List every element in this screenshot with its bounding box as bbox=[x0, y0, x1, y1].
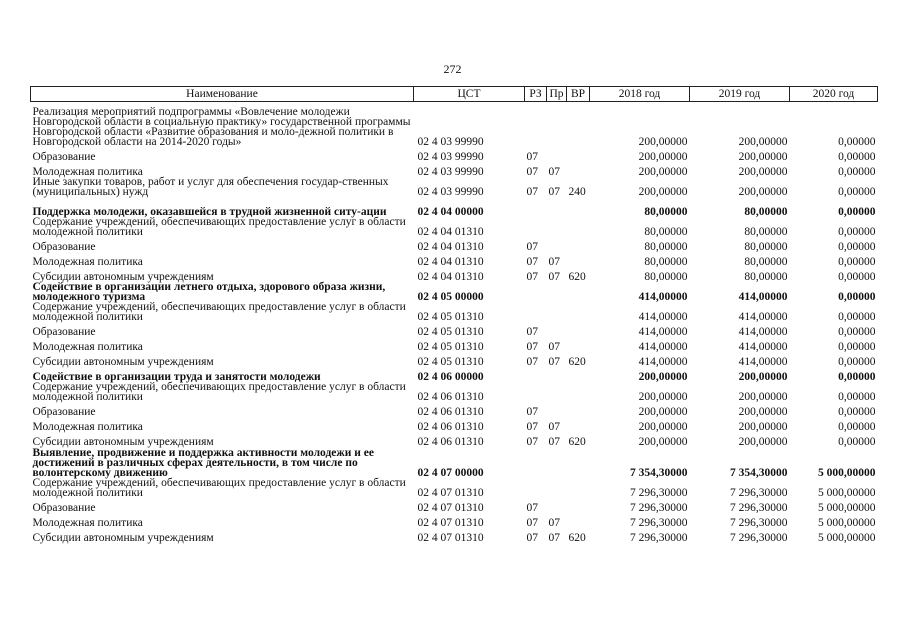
cell-y2019: 200,00000 bbox=[738, 371, 788, 383]
cell-y2018: 7 296,30000 bbox=[630, 517, 688, 529]
cell-y2019: 200,00000 bbox=[738, 436, 788, 448]
cell-cst: 02 4 04 01310 bbox=[417, 241, 484, 253]
cell-rz bbox=[525, 217, 547, 237]
cell-y2020: 0,00000 bbox=[838, 326, 876, 338]
cell-name: Молодежная политика bbox=[32, 166, 143, 178]
cell-rz: 07 bbox=[526, 436, 538, 448]
cell-cst: 02 4 05 01310 bbox=[417, 311, 484, 323]
cell-vr: 620 bbox=[568, 436, 586, 448]
cell-vr bbox=[567, 197, 590, 217]
cell-rz bbox=[525, 447, 547, 478]
cell-vr bbox=[567, 302, 590, 322]
table-row bbox=[31, 367, 878, 382]
cell-cst: 02 4 04 01310 bbox=[417, 256, 484, 268]
cell-pr bbox=[547, 237, 567, 252]
cell-y2018: 200,00000 bbox=[638, 436, 688, 448]
cell-vr: 620 bbox=[568, 356, 586, 368]
table-row bbox=[31, 432, 878, 447]
cell-cst: 02 4 03 99990 bbox=[417, 166, 484, 178]
cell-rz: 07 bbox=[526, 356, 538, 368]
cell-vr bbox=[567, 367, 590, 382]
cell-y2019: 200,00000 bbox=[738, 186, 788, 198]
cell-name: Молодежная политика bbox=[32, 517, 143, 529]
cell-cst: 02 4 07 01310 bbox=[417, 487, 484, 499]
cell-rz: 07 bbox=[526, 241, 538, 253]
cell-rz bbox=[525, 478, 547, 498]
cell-y2020: 5 000,00000 bbox=[818, 487, 876, 499]
cell-rz bbox=[525, 302, 547, 322]
table-row bbox=[31, 177, 878, 197]
budget-table bbox=[30, 86, 878, 543]
cell-name: Реализация мероприятий подпрограммы «Вовлечение молодежи Новгородской области в социальную практику» государственной программы Новгородской области «Развитие образования и моло-дежной политики в Новгородской области на 2014-2020 годы» bbox=[32, 106, 411, 148]
table-row bbox=[31, 162, 878, 177]
table-body bbox=[31, 102, 878, 544]
cell-y2019: 80,00000 bbox=[744, 271, 788, 283]
cell-y2019: 200,00000 bbox=[738, 136, 788, 148]
cell-name: Содержание учреждений, обеспечивающих предоставление услуг в области молодежной политики bbox=[32, 477, 406, 499]
cell-y2018: 414,00000 bbox=[638, 356, 688, 368]
cell-y2018: 414,00000 bbox=[638, 326, 688, 338]
cell-y2020: 0,00000 bbox=[838, 186, 876, 198]
cell-rz: 07 bbox=[526, 151, 538, 163]
table-row bbox=[31, 237, 878, 252]
table-row bbox=[31, 197, 878, 217]
cell-y2019: 80,00000 bbox=[744, 226, 788, 238]
cell-pr: 07 bbox=[548, 356, 560, 368]
cell-name: Образование bbox=[32, 406, 96, 418]
cell-y2019: 200,00000 bbox=[738, 151, 788, 163]
table-row bbox=[31, 282, 878, 302]
cell-y2020: 0,00000 bbox=[838, 226, 876, 238]
table-row bbox=[31, 513, 878, 528]
table-row bbox=[31, 352, 878, 367]
cell-vr: 620 bbox=[568, 271, 586, 283]
cell-y2019: 80,00000 bbox=[744, 256, 788, 268]
cell-y2020: 0,00000 bbox=[838, 271, 876, 283]
cell-cst: 02 4 07 01310 bbox=[417, 502, 484, 514]
cell-vr bbox=[567, 337, 590, 352]
table-row bbox=[31, 217, 878, 237]
cell-name: Образование bbox=[32, 326, 96, 338]
cell-rz: 07 bbox=[526, 326, 538, 338]
cell-cst: 02 4 07 01310 bbox=[417, 532, 484, 544]
cell-y2018: 7 296,30000 bbox=[630, 487, 688, 499]
cell-pr: 07 bbox=[548, 256, 560, 268]
cell-name: Образование bbox=[32, 151, 96, 163]
header-2019: 2019 год bbox=[690, 87, 790, 102]
cell-vr bbox=[567, 402, 590, 417]
cell-rz: 07 bbox=[526, 502, 538, 514]
cell-cst: 02 4 06 01310 bbox=[417, 421, 484, 433]
cell-y2018: 200,00000 bbox=[638, 151, 688, 163]
cell-y2018: 200,00000 bbox=[638, 391, 688, 403]
cell-y2018: 80,00000 bbox=[644, 206, 688, 218]
cell-rz bbox=[525, 367, 547, 382]
cell-y2020: 5 000,00000 bbox=[818, 517, 876, 529]
header-name: Наименование bbox=[31, 87, 414, 102]
header-2018: 2018 год bbox=[590, 87, 690, 102]
cell-pr: 07 bbox=[548, 517, 560, 529]
cell-y2020: 0,00000 bbox=[838, 256, 876, 268]
cell-pr bbox=[547, 498, 567, 513]
cell-pr: 07 bbox=[548, 186, 560, 198]
header-rz: РЗ bbox=[525, 87, 547, 102]
cell-rz: 07 bbox=[526, 341, 538, 353]
table-row bbox=[31, 417, 878, 432]
table-row bbox=[31, 102, 878, 148]
cell-name: Молодежная политика bbox=[32, 421, 143, 433]
cell-pr bbox=[547, 147, 567, 162]
cell-y2020: 5 000,00000 bbox=[818, 467, 876, 479]
cell-cst: 02 4 04 01310 bbox=[417, 271, 484, 283]
cell-y2018: 200,00000 bbox=[638, 371, 688, 383]
table-header-row bbox=[31, 87, 878, 102]
header-pr: Пр bbox=[547, 87, 567, 102]
table-row bbox=[31, 302, 878, 322]
cell-name: Субсидии автономным учреждениям bbox=[32, 271, 214, 283]
cell-vr bbox=[567, 417, 590, 432]
cell-pr bbox=[547, 102, 567, 148]
cell-pr bbox=[547, 447, 567, 478]
cell-pr: 07 bbox=[548, 436, 560, 448]
cell-rz: 07 bbox=[526, 406, 538, 418]
cell-y2020: 0,00000 bbox=[838, 356, 876, 368]
cell-pr bbox=[547, 367, 567, 382]
cell-vr bbox=[567, 147, 590, 162]
cell-name: Субсидии автономным учреждениям bbox=[32, 532, 214, 544]
cell-y2018: 80,00000 bbox=[644, 271, 688, 283]
cell-pr: 07 bbox=[548, 421, 560, 433]
table-row bbox=[31, 402, 878, 417]
cell-y2018: 80,00000 bbox=[644, 256, 688, 268]
cell-vr bbox=[567, 447, 590, 478]
cell-y2019: 414,00000 bbox=[738, 341, 788, 353]
cell-vr bbox=[567, 237, 590, 252]
page-number: 272 bbox=[443, 62, 462, 76]
cell-y2018: 200,00000 bbox=[638, 166, 688, 178]
cell-cst: 02 4 04 00000 bbox=[417, 206, 484, 218]
cell-vr bbox=[567, 513, 590, 528]
cell-y2020: 0,00000 bbox=[838, 436, 876, 448]
cell-y2020: 0,00000 bbox=[838, 371, 876, 383]
cell-y2019: 200,00000 bbox=[738, 391, 788, 403]
cell-y2019: 80,00000 bbox=[744, 241, 788, 253]
cell-cst: 02 4 07 00000 bbox=[417, 467, 484, 479]
cell-pr bbox=[547, 402, 567, 417]
cell-y2019: 414,00000 bbox=[738, 291, 788, 303]
cell-y2019: 7 296,30000 bbox=[730, 517, 788, 529]
cell-name: Содействие в организации труда и занятости молодежи bbox=[32, 371, 321, 383]
table-row bbox=[31, 322, 878, 337]
cell-rz: 07 bbox=[526, 532, 538, 544]
cell-y2019: 414,00000 bbox=[738, 311, 788, 323]
cell-y2018: 200,00000 bbox=[638, 136, 688, 148]
cell-vr bbox=[567, 382, 590, 402]
cell-y2019: 414,00000 bbox=[738, 326, 788, 338]
cell-vr bbox=[567, 217, 590, 237]
cell-y2018: 80,00000 bbox=[644, 241, 688, 253]
cell-cst: 02 4 03 99990 bbox=[417, 151, 484, 163]
header-2020: 2020 год bbox=[790, 87, 878, 102]
table-row bbox=[31, 478, 878, 498]
cell-y2019: 200,00000 bbox=[738, 421, 788, 433]
cell-cst: 02 4 04 01310 bbox=[417, 226, 484, 238]
cell-cst: 02 4 06 01310 bbox=[417, 436, 484, 448]
table-row bbox=[31, 252, 878, 267]
cell-name: Иные закупки товаров, работ и услуг для обеспечения государ-ственных (муниципальных) нужд bbox=[32, 176, 389, 198]
cell-name: Образование bbox=[32, 241, 96, 253]
cell-cst: 02 4 06 00000 bbox=[417, 371, 484, 383]
cell-rz: 07 bbox=[526, 271, 538, 283]
cell-pr bbox=[547, 282, 567, 302]
cell-y2019: 200,00000 bbox=[738, 166, 788, 178]
cell-vr: 240 bbox=[568, 186, 586, 198]
cell-y2020: 0,00000 bbox=[838, 151, 876, 163]
cell-name: Содержание учреждений, обеспечивающих предоставление услуг в области молодежной политики bbox=[32, 301, 406, 323]
cell-vr bbox=[567, 478, 590, 498]
cell-rz: 07 bbox=[526, 186, 538, 198]
cell-name: Поддержка молодежи, оказавшейся в трудной жизненной ситу-ации bbox=[32, 206, 387, 218]
cell-name: Молодежная политика bbox=[32, 256, 143, 268]
cell-cst: 02 4 05 01310 bbox=[417, 326, 484, 338]
cell-y2019: 414,00000 bbox=[738, 356, 788, 368]
cell-name: Содействие в организации летнего отдыха, здорового образа жизни, молодежного туризма bbox=[32, 281, 386, 303]
cell-pr bbox=[547, 382, 567, 402]
cell-vr bbox=[567, 162, 590, 177]
cell-vr bbox=[567, 252, 590, 267]
cell-cst: 02 4 05 01310 bbox=[417, 341, 484, 353]
cell-name: Выявление, продвижение и поддержка активности молодежи и ее достижений в различных сферах деятельности, в том числе по волонтерскому движению bbox=[32, 447, 374, 479]
cell-rz bbox=[525, 102, 547, 148]
cell-pr bbox=[547, 302, 567, 322]
cell-name: Субсидии автономным учреждениям bbox=[32, 436, 214, 448]
cell-y2018: 414,00000 bbox=[638, 341, 688, 353]
cell-pr bbox=[547, 217, 567, 237]
cell-vr bbox=[567, 498, 590, 513]
cell-y2020: 0,00000 bbox=[838, 206, 876, 218]
cell-name: Субсидии автономным учреждениям bbox=[32, 356, 214, 368]
cell-rz: 07 bbox=[526, 421, 538, 433]
cell-y2018: 414,00000 bbox=[638, 291, 688, 303]
cell-y2018: 200,00000 bbox=[638, 406, 688, 418]
table-row bbox=[31, 267, 878, 282]
cell-y2019: 80,00000 bbox=[744, 206, 788, 218]
cell-cst: 02 4 06 01310 bbox=[417, 406, 484, 418]
table-row bbox=[31, 447, 878, 478]
cell-pr: 07 bbox=[548, 166, 560, 178]
cell-cst: 02 4 07 01310 bbox=[417, 517, 484, 529]
cell-name: Содержание учреждений, обеспечивающих предоставление услуг в области молодежной политики bbox=[32, 216, 406, 238]
cell-rz bbox=[525, 282, 547, 302]
cell-cst: 02 4 03 99990 bbox=[417, 186, 484, 198]
table-row bbox=[31, 498, 878, 513]
cell-y2019: 7 296,30000 bbox=[730, 532, 788, 544]
cell-name: Молодежная политика bbox=[32, 341, 143, 353]
cell-y2019: 7 296,30000 bbox=[730, 487, 788, 499]
cell-cst: 02 4 03 99990 bbox=[417, 136, 484, 148]
header-cst: ЦСТ bbox=[414, 87, 525, 102]
cell-y2018: 7 296,30000 bbox=[630, 502, 688, 514]
cell-y2020: 5 000,00000 bbox=[818, 532, 876, 544]
cell-rz: 07 bbox=[526, 517, 538, 529]
cell-y2020: 0,00000 bbox=[838, 406, 876, 418]
cell-y2018: 80,00000 bbox=[644, 226, 688, 238]
cell-rz: 07 bbox=[526, 166, 538, 178]
cell-pr: 07 bbox=[548, 341, 560, 353]
cell-y2018: 7 296,30000 bbox=[630, 532, 688, 544]
cell-rz bbox=[525, 382, 547, 402]
cell-pr bbox=[547, 478, 567, 498]
cell-y2020: 0,00000 bbox=[838, 291, 876, 303]
cell-y2018: 414,00000 bbox=[638, 311, 688, 323]
table-row bbox=[31, 337, 878, 352]
cell-vr bbox=[567, 282, 590, 302]
header-vr: ВР bbox=[567, 87, 590, 102]
cell-y2018: 200,00000 bbox=[638, 421, 688, 433]
cell-cst: 02 4 05 00000 bbox=[417, 291, 484, 303]
cell-y2020: 0,00000 bbox=[838, 166, 876, 178]
cell-y2018: 7 354,30000 bbox=[630, 467, 688, 479]
cell-name: Содержание учреждений, обеспечивающих предоставление услуг в области молодежной политики bbox=[32, 381, 406, 403]
cell-pr bbox=[547, 322, 567, 337]
cell-y2020: 0,00000 bbox=[838, 241, 876, 253]
cell-y2019: 7 354,30000 bbox=[730, 467, 788, 479]
cell-y2019: 200,00000 bbox=[738, 406, 788, 418]
table-row bbox=[31, 147, 878, 162]
cell-cst: 02 4 05 01310 bbox=[417, 356, 484, 368]
cell-vr: 620 bbox=[568, 532, 586, 544]
cell-pr bbox=[547, 197, 567, 217]
table-row bbox=[31, 528, 878, 543]
cell-pr: 07 bbox=[548, 271, 560, 283]
cell-y2019: 7 296,30000 bbox=[730, 502, 788, 514]
cell-rz: 07 bbox=[526, 256, 538, 268]
cell-y2020: 0,00000 bbox=[838, 136, 876, 148]
cell-vr bbox=[567, 102, 590, 148]
cell-vr bbox=[567, 322, 590, 337]
cell-y2020: 0,00000 bbox=[838, 421, 876, 433]
table-row bbox=[31, 382, 878, 402]
cell-y2020: 0,00000 bbox=[838, 391, 876, 403]
cell-pr: 07 bbox=[548, 532, 560, 544]
cell-y2018: 200,00000 bbox=[638, 186, 688, 198]
cell-name: Образование bbox=[32, 502, 96, 514]
cell-rz bbox=[525, 197, 547, 217]
cell-y2020: 0,00000 bbox=[838, 341, 876, 353]
cell-y2020: 5 000,00000 bbox=[818, 502, 876, 514]
cell-y2020: 0,00000 bbox=[838, 311, 876, 323]
cell-cst: 02 4 06 01310 bbox=[417, 391, 484, 403]
